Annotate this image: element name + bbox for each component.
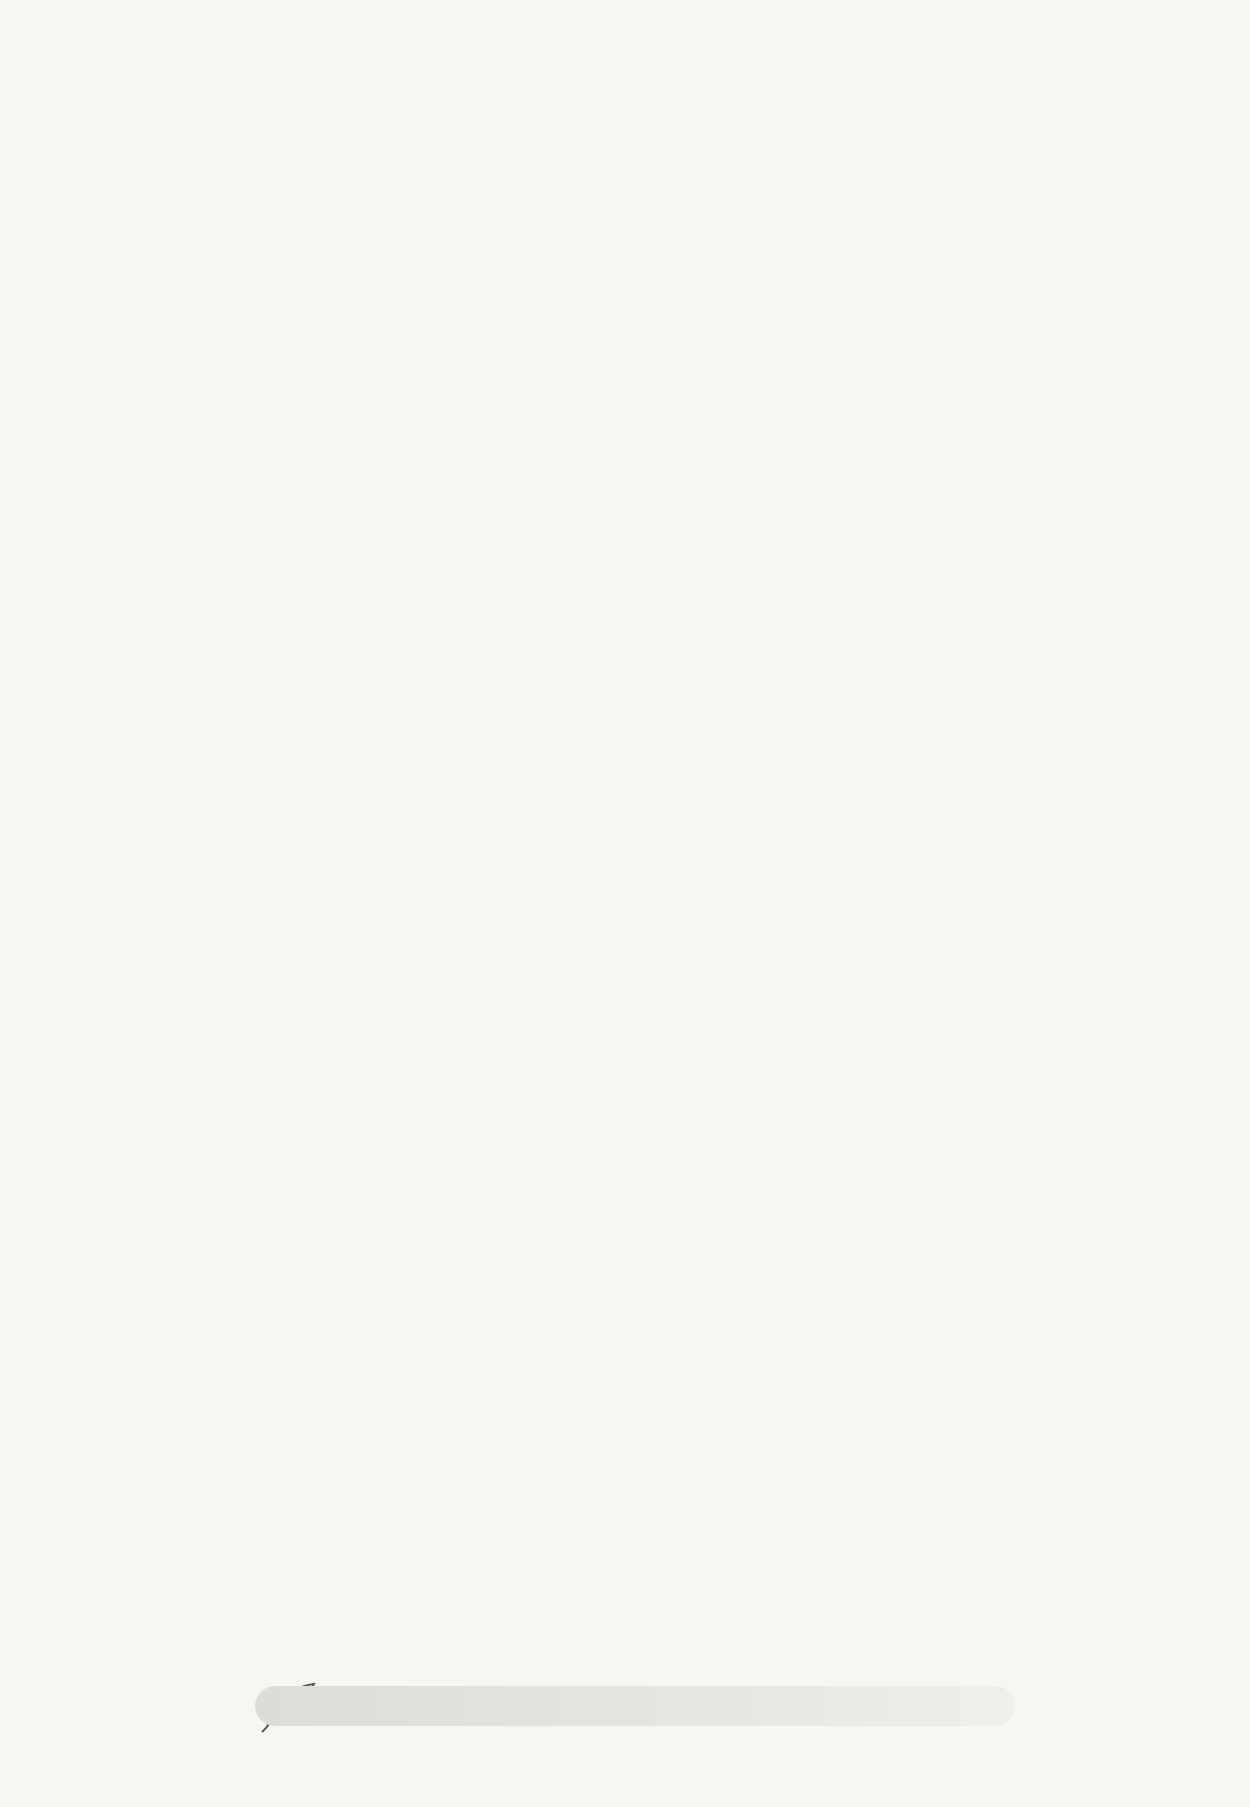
page-footer [255, 1686, 1015, 1726]
